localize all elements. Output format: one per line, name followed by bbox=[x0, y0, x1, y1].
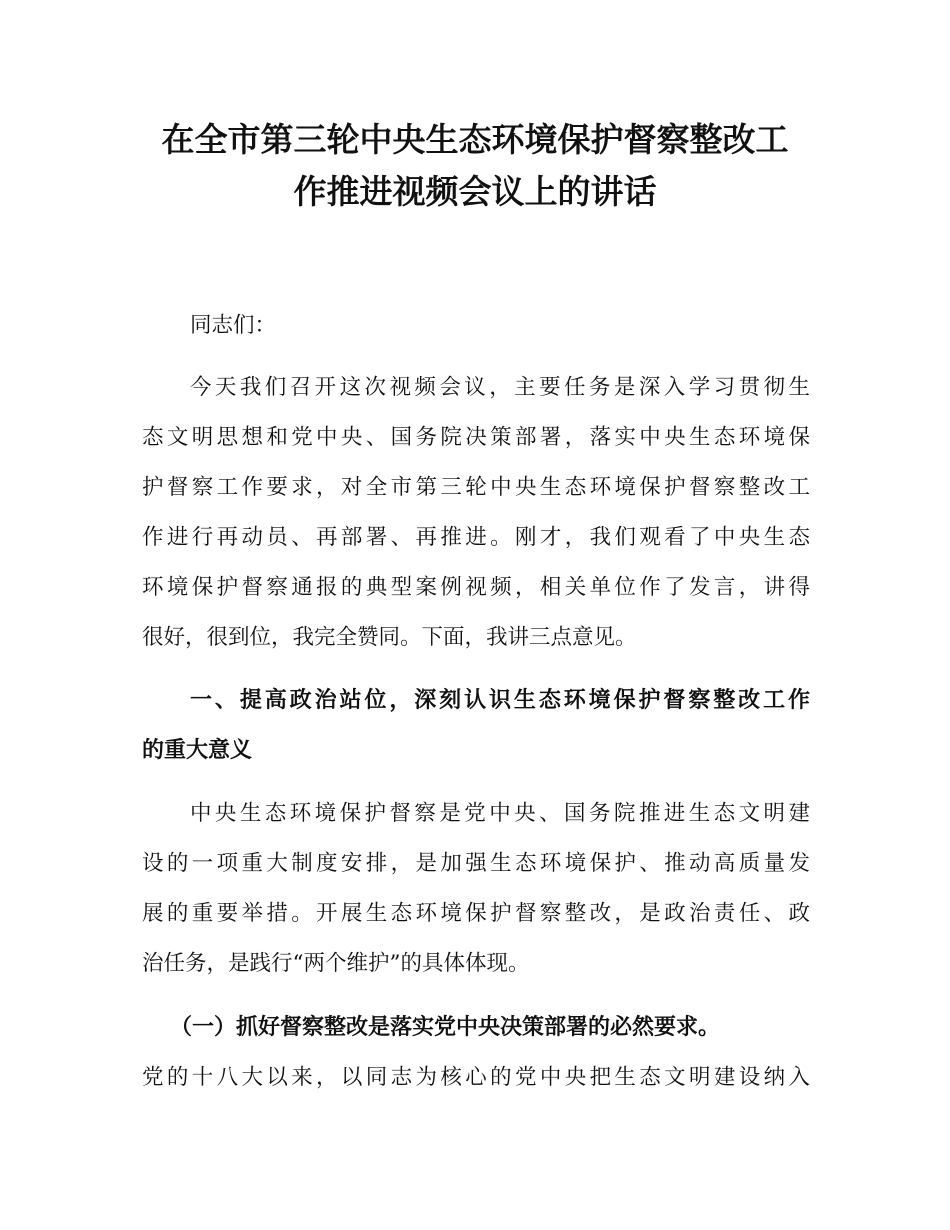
heading-line: 的重大意义 bbox=[142, 738, 253, 763]
paragraph-line: 今天我们召开这次视频会议，主要任务是深入学习贯彻生 bbox=[190, 375, 810, 400]
salutation-block bbox=[142, 301, 810, 351]
subsection-heading: （一）抓好督察整改是落实党中央决策部署的必然要求。 bbox=[170, 1015, 721, 1040]
paragraph-line: 治任务，是践行“两个维护”的具体体现。 bbox=[142, 951, 530, 976]
paragraph-line: 护督察工作要求，对全市第三轮中央生态环境保护督察整改工 bbox=[142, 475, 810, 500]
paragraph-line: 环境保护督察通报的典型案例视频，相关单位作了发言，讲得 bbox=[142, 575, 810, 600]
paragraph-line: 党的十八大以来，以同志为核心的党中央把生态文明建设纳入 bbox=[142, 1065, 810, 1090]
heading-line: 一、提高政治站位，深刻认识生态环境保护督察整改工作 bbox=[190, 688, 810, 713]
subsection-heading-line bbox=[142, 1003, 810, 1053]
section-1-heading bbox=[142, 676, 810, 776]
paragraph-line: 中央生态环境保护督察是党中央、国务院推进生态文明建 bbox=[190, 801, 810, 826]
salutation: 同志们： bbox=[190, 313, 277, 338]
paragraph-line: 态文明思想和党中央、国务院决策部署，落实中央生态环境保 bbox=[142, 425, 810, 450]
subsection-1 bbox=[142, 1003, 810, 1103]
intro-paragraph bbox=[142, 363, 810, 663]
section-1-paragraph bbox=[142, 789, 810, 989]
document-title bbox=[140, 114, 810, 218]
paragraph-line: 作进行再动员、再部署、再推进。刚才，我们观看了中央生态 bbox=[142, 525, 810, 550]
title-line: 作推进视频会议上的讲话 bbox=[293, 172, 657, 211]
paragraph-line: 展的重要举措。开展生态环境保护督察整改，是政治责任、政 bbox=[142, 901, 810, 926]
title-line: 在全市第三轮中央生态环境保护督察整改工 bbox=[161, 120, 789, 159]
paragraph-line: 设的一项重大制度安排，是加强生态环境保护、推动高质量发 bbox=[142, 851, 810, 876]
paragraph-line: 很好，很到位，我完全赞同。下面，我讲三点意见。 bbox=[142, 625, 637, 650]
